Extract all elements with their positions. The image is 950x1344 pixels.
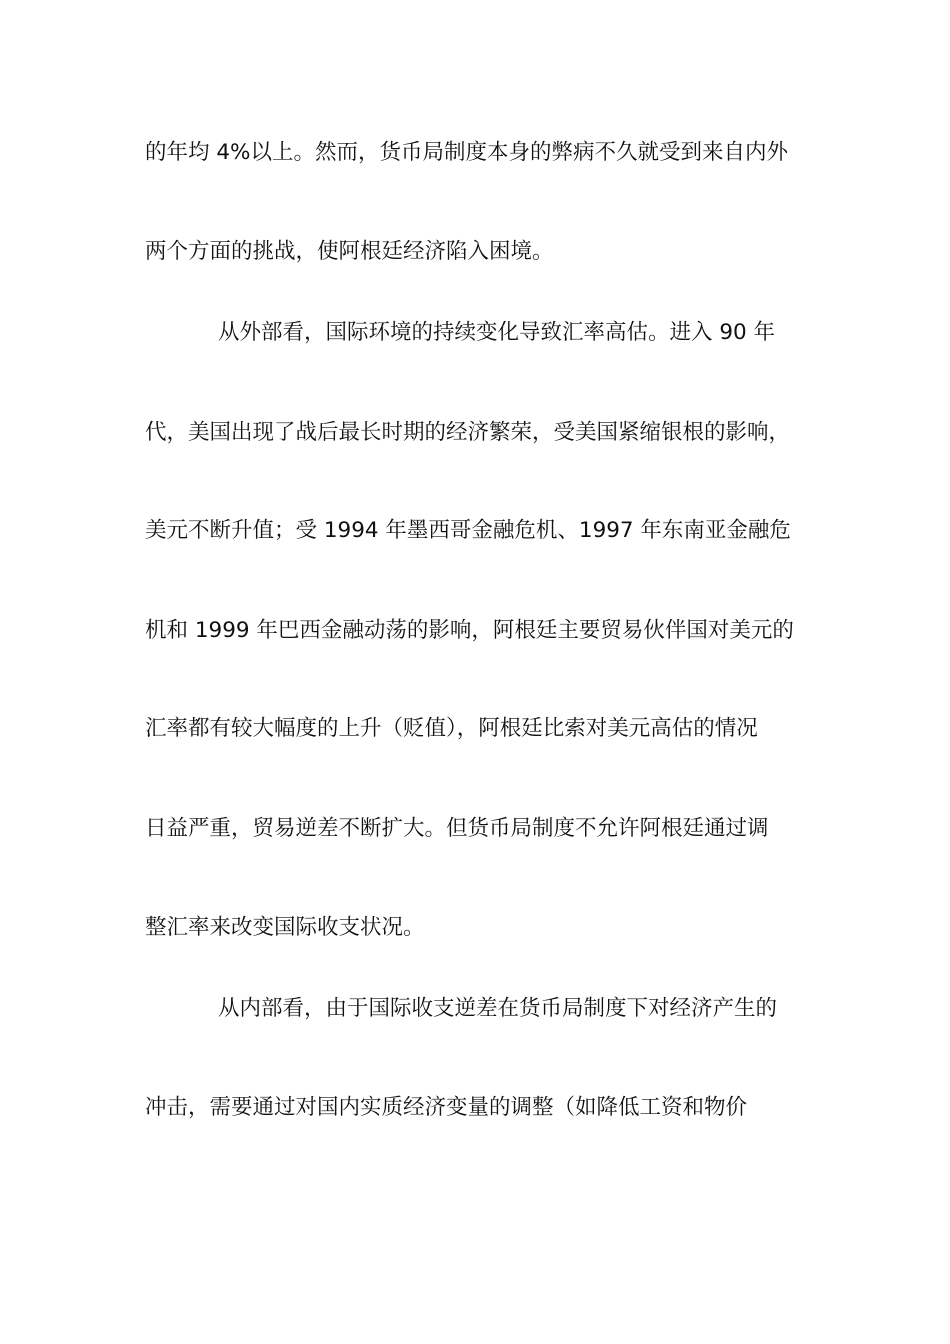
text-line: 两个方面的挑战，使阿根廷经济陷入困境。 <box>145 239 554 264</box>
text-line: 汇率都有较大幅度的上升（贬值），阿根廷比索对美元高估的情况 <box>145 716 758 741</box>
text-line: 美元不断升值；受 1994 年墨西哥金融危机、1997 年东南亚金融危 <box>145 518 791 543</box>
paragraph-start-line: 从内部看，由于国际收支逆差在货币局制度下对经济产生的 <box>218 996 778 1021</box>
text-line: 机和 1999 年巴西金融动荡的影响，阿根廷主要贸易伙伴国对美元的 <box>145 618 794 643</box>
text-line: 代，美国出现了战后最长时期的经济繁荣，受美国紧缩银根的影响， <box>145 420 791 445</box>
text-line: 日益严重，贸易逆差不断扩大。但货币局制度不允许阿根廷通过调 <box>145 816 769 841</box>
text-line: 的年均 4%以上。然而，货币局制度本身的弊病不久就受到来自内外 <box>145 140 788 165</box>
text-line: 整汇率来改变国际收支状况。 <box>145 915 425 940</box>
text-line: 冲击，需要通过对国内实质经济变量的调整（如降低工资和物价 <box>145 1095 748 1120</box>
paragraph-start-line: 从外部看，国际环境的持续变化导致汇率高估。进入 90 年 <box>218 320 776 345</box>
